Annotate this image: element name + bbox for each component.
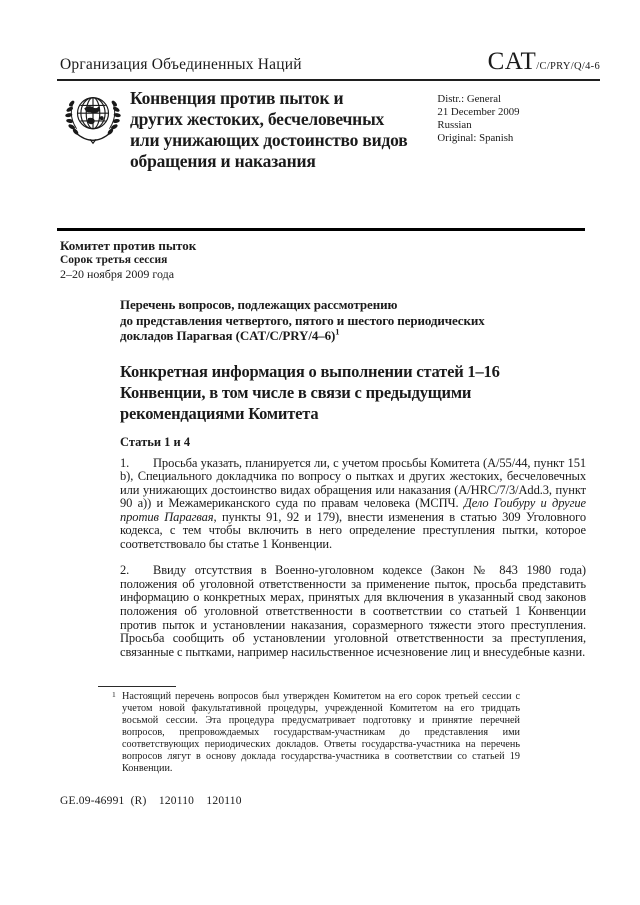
doc-symbol bbox=[488, 48, 600, 76]
distribution-block bbox=[437, 88, 600, 172]
committee-block bbox=[60, 238, 640, 281]
doc-symbol-suffix: /C/PRY/Q/4-6 bbox=[536, 61, 600, 72]
masthead bbox=[62, 88, 600, 172]
paragraph-1-case-name: Дело Гоибуру и другие против Парагвая bbox=[120, 496, 587, 524]
paragraph-1-text-cont: , пункты 91, 92 и 179), внести изменения в статью 309 Уголовного кодекса, с тем чтобы включить в него определение преступления пытки, которое соответствовало бы статье 1 Конвенции. bbox=[120, 509, 586, 552]
paragraph-2-text: Ввиду отсутствия в Военно-уголовном кодексе (Закон № 843 1980 года) положения об уголовной ответственности за применение пыток, просьба представить информацию о конкретных мерах, принятых для включения в указанный свод законов положения об уголовной ответственности в соответствии со статьей 1 Конвенции против пыток и установлении наказания, соразмерного тяжести этого преступления. Просьба сообщить об установлении уголовной ответственности за преступления, связанные с пытками, например насильственное исчезновение лиц и внесудебные казни. bbox=[120, 563, 586, 659]
footnote-text: Настоящий перечень вопросов был утвержден Комитетом на его сорок третьей сессии с учетом новой факультативной процедуры, учрежденной Комитетом на его тридцать восьмой сессии. Эта процедура предусматривает подготовку и принятие перечней вопросов, препровождаемых государствам-участникам до представления ими соответствующих периодических докладов. Ответы государства-участника на перечень вопросов лягут в основу доклада государства-участника в соответствии со статьей 19 Конвенции. bbox=[122, 691, 520, 774]
convention-title bbox=[130, 88, 437, 172]
paragraph-1-number: 1. bbox=[120, 455, 130, 470]
list-title-line bbox=[120, 328, 586, 344]
page-header bbox=[60, 48, 600, 76]
distr-language: Russian bbox=[437, 119, 472, 131]
distr-date: 21 December 2009 bbox=[437, 106, 520, 118]
section-divider bbox=[57, 228, 585, 231]
paragraph-1 bbox=[120, 457, 586, 552]
paragraph-1-text: Просьба указать, планируется ли, с учетом просьбы Комитета (A/55/44, пункт 151 b), Специального докладчика по вопросу о пытках и других жестоких, бесчеловечных или унижающих достоинство видах обращения или наказания (A/HRC/7/3/Add.3, пункт 90 a)) и Межамериканского суда по правам человека (МСПЧ. bbox=[120, 455, 586, 511]
convention-title-line: других жестоких, бесчеловечных bbox=[130, 109, 385, 129]
footnote-number: 1 bbox=[112, 690, 116, 699]
paragraph-2-number: 2. bbox=[120, 563, 130, 578]
un-emblem-icon bbox=[62, 88, 124, 152]
footnote bbox=[110, 691, 520, 775]
committee-session: Сорок третья сессия bbox=[60, 254, 168, 266]
header-divider bbox=[57, 79, 600, 81]
footnote-area bbox=[98, 686, 520, 775]
footnote-divider bbox=[98, 686, 176, 687]
convention-title-line: обращения и наказания bbox=[130, 151, 316, 171]
main-content bbox=[120, 297, 586, 659]
list-of-issues-title bbox=[120, 297, 586, 344]
paragraph-2 bbox=[120, 564, 586, 659]
info-title-line: Конвенции, в том числе в связи с предыдущими bbox=[120, 382, 472, 402]
committee-dates: 2–20 ноября 2009 года bbox=[60, 267, 175, 281]
footnote-reference: 1 bbox=[335, 326, 340, 337]
info-title-line: рекомендациями Комитета bbox=[120, 403, 319, 423]
list-title-line-text: докладов Парагвая (CAT/C/PRY/4–6) bbox=[120, 328, 336, 343]
convention-title-line: или унижающих достоинство видов bbox=[130, 130, 408, 150]
document-footer: GE.09-46991 (R) 120110 120110 bbox=[60, 795, 242, 807]
specific-information-title bbox=[120, 361, 586, 424]
committee-name: Комитет против пыток bbox=[60, 238, 197, 253]
distr-line: Distr.: General bbox=[437, 93, 501, 105]
org-name: Организация Объединенных Наций bbox=[60, 56, 302, 73]
doc-symbol-main: CAT bbox=[487, 48, 537, 75]
convention-title-line: Конвенция против пыток и bbox=[130, 88, 344, 108]
list-title-line: до представления четвертого, пятого и шестого периодических bbox=[120, 312, 485, 328]
info-title-line: Конкретная информация о выполнении статей 1–16 bbox=[120, 361, 500, 381]
distr-original: Original: Spanish bbox=[437, 132, 514, 144]
articles-heading: Статьи 1 и 4 bbox=[120, 434, 191, 449]
list-title-line: Перечень вопросов, подлежащих рассмотрению bbox=[120, 297, 398, 312]
